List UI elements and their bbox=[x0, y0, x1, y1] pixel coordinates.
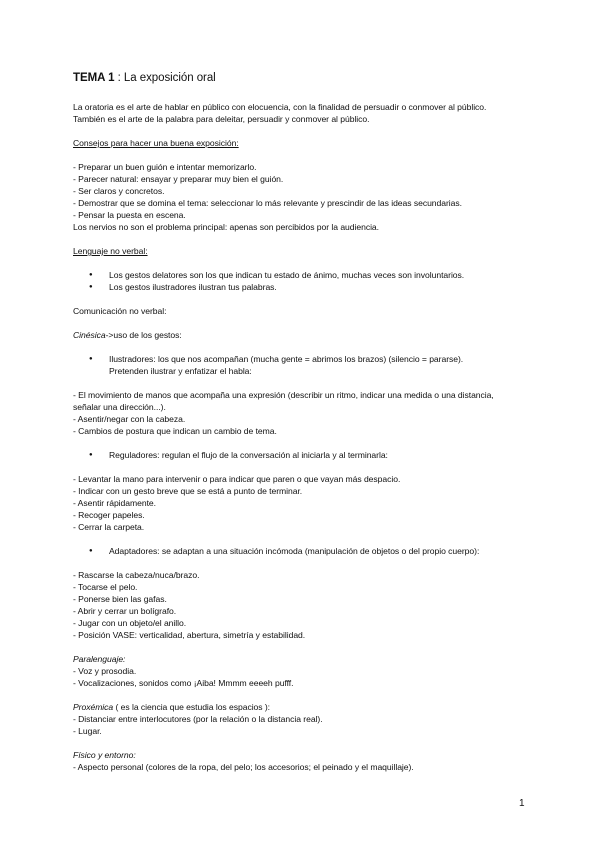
intro-line: También es el arte de la palabra para deleitar, persuadir y conmover al público. bbox=[73, 114, 370, 124]
ilustradores-text: ● Ilustradores: los que nos acompañan (mucha gente = abrimos los brazos) (silencio = pararse). bbox=[109, 354, 464, 364]
reguladores-item: - Asentir rápidamente. bbox=[73, 498, 156, 508]
document-body bbox=[73, 71, 533, 773]
adaptadores-item: - Jugar con un objeto/el anillo. bbox=[73, 618, 187, 628]
adaptadores-list bbox=[73, 545, 533, 557]
fisico-item: - Aspecto personal (colores de la ropa, del pelo; los accesorios; el peinado y el maquillaje). bbox=[73, 762, 414, 772]
intro-line: La oratoria es el arte de hablar en público con elocuencia, con la finalidad de persuadir o conmover al público. bbox=[73, 102, 487, 112]
page-title bbox=[73, 71, 533, 85]
lenguaje-bullet: ● Los gestos delatores son los que indican tu estado de ánimo, muchas veces son involuntarios. bbox=[73, 269, 533, 281]
consejos-heading: Consejos para hacer una buena exposición: bbox=[73, 138, 239, 148]
ilustradores-item: - Cambios de postura que indican un cambio de tema. bbox=[73, 426, 277, 436]
reguladores-bullet: ● Reguladores: regulan el flujo de la conversación al iniciarla y al terminarla: bbox=[73, 449, 533, 461]
title-bold: TEMA 1 bbox=[73, 72, 115, 84]
lenguaje-bullet: ● Los gestos ilustradores ilustran tus palabras. bbox=[73, 281, 533, 293]
reguladores-item: - Levantar la mano para intervenir o para indicar que paren o que vayan más despacio. bbox=[73, 474, 401, 484]
consejos-item: - Ser claros y concretos. bbox=[73, 186, 165, 196]
reguladores-list bbox=[73, 449, 533, 461]
reguladores-item: - Indicar con un gesto breve que se está a punto de terminar. bbox=[73, 486, 303, 496]
cinesica-label: Cinésica bbox=[73, 330, 106, 340]
adaptadores-item: - Abrir y cerrar un bolígrafo. bbox=[73, 606, 177, 616]
cinesica-rest: ->uso de los gestos: bbox=[105, 330, 182, 340]
reguladores-item: - Cerrar la carpeta. bbox=[73, 522, 145, 532]
cinesica-line bbox=[73, 329, 533, 341]
ilustradores-item: - Asentir/negar con la cabeza. bbox=[73, 414, 186, 424]
ilustradores-bullet bbox=[73, 353, 533, 377]
page-number: 1 bbox=[519, 798, 525, 809]
adaptadores-item: - Rascarse la cabeza/nuca/brazo. bbox=[73, 570, 200, 580]
consejos-item: - Pensar la puesta en escena. bbox=[73, 210, 186, 220]
lenguaje-heading: Lenguaje no verbal: bbox=[73, 246, 148, 256]
lenguaje-list bbox=[73, 269, 533, 293]
adaptadores-item: - Tocarse el pelo. bbox=[73, 582, 138, 592]
comunicacion-heading: Comunicación no verbal: bbox=[73, 306, 167, 316]
ilustradores-item: señalar una dirección...). bbox=[73, 402, 166, 412]
proxemica-item: - Distanciar entre interlocutores (por la relación o la distancia real). bbox=[73, 714, 323, 724]
consejos-item: - Demostrar que se domina el tema: seleccionar lo más relevante y prescindir de las ideas secundarias. bbox=[73, 198, 462, 208]
consejos-item: - Preparar un buen guión e intentar memorizarlo. bbox=[73, 162, 257, 172]
ilustradores-text-2: Pretenden ilustrar y enfatizar el habla: bbox=[109, 366, 252, 376]
ilustradores-list bbox=[73, 353, 533, 377]
consejos-item: - Parecer natural: ensayar y preparar muy bien el guión. bbox=[73, 174, 284, 184]
ilustradores-item: - El movimiento de manos que acompaña una expresión (describir un ritmo, indicar una medida o una distancia, bbox=[73, 390, 494, 400]
consejos-note: Los nervios no son el problema principal: apenas son percibidos por la audiencia. bbox=[73, 222, 379, 232]
adaptadores-bullet: ● Adaptadores: se adaptan a una situación incómoda (manipulación de objetos o del propio cuerpo): bbox=[73, 545, 533, 557]
title-rest: : La exposición oral bbox=[114, 72, 216, 84]
adaptadores-item: - Posición VASE: verticalidad, abertura, simetría y estabilidad. bbox=[73, 630, 306, 640]
paralenguaje-item: - Voz y prosodia. bbox=[73, 666, 137, 676]
reguladores-item: - Recoger papeles. bbox=[73, 510, 145, 520]
adaptadores-item: - Ponerse bien las gafas. bbox=[73, 594, 167, 604]
proxemica-rest: ( es la ciencia que estudia los espacios ): bbox=[113, 702, 271, 712]
paralenguaje-item: - Vocalizaciones, sonidos como ¡Aiba! Mmmm eeeeh pufff. bbox=[73, 678, 294, 688]
proxemica-line bbox=[73, 701, 533, 713]
proxemica-item: - Lugar. bbox=[73, 726, 102, 736]
paralenguaje-heading: Paralenguaje: bbox=[73, 654, 126, 664]
proxemica-label: Proxémica bbox=[73, 702, 114, 712]
fisico-heading: Físico y entorno: bbox=[73, 750, 136, 760]
